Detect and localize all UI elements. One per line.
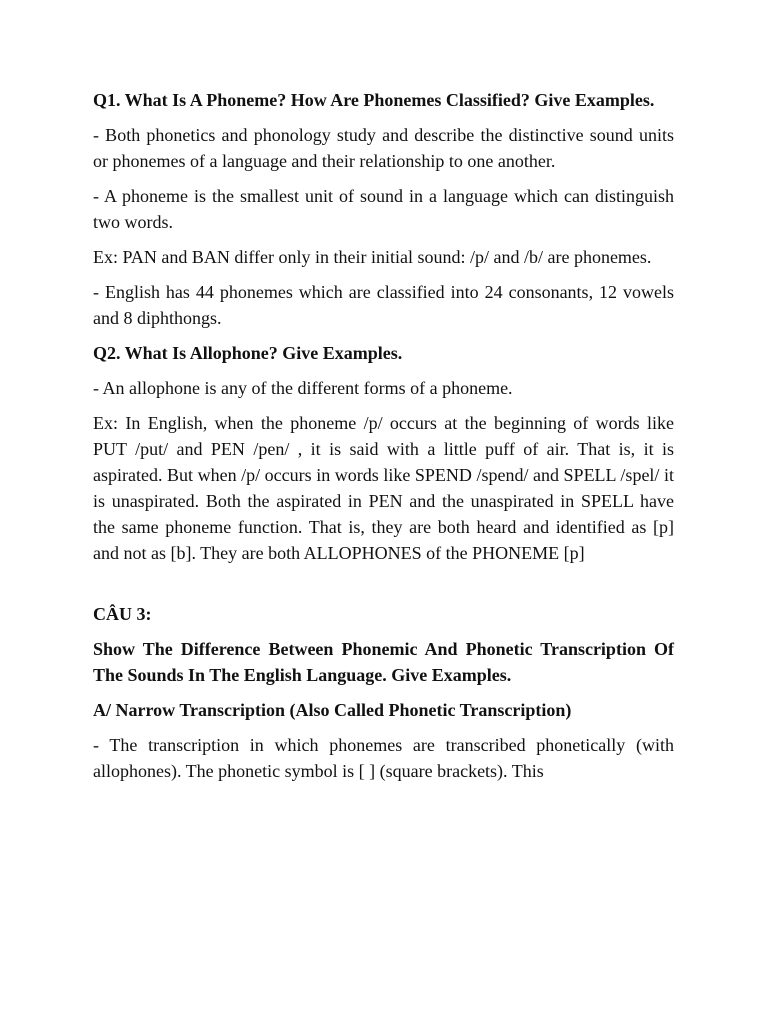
q1-example: Ex: PAN and BAN differ only in their initial sound: /p/ and /b/ are phonemes. — [93, 247, 652, 267]
q3-heading: Show The Difference Between Phonemic And Phonetic Transcription Of The Sounds In The English Language. Give Examples. — [93, 639, 674, 685]
q1-heading: Q1. What Is A Phoneme? How Are Phonemes Classified? Give Examples. — [93, 90, 655, 110]
q1-paragraph: - English has 44 phonemes which are classified into 24 consonants, 12 vowels and 8 diphthongs. — [93, 282, 674, 328]
section-spacer — [93, 575, 674, 601]
q3-label: CÂU 3: — [93, 604, 152, 624]
q1-paragraph: - A phoneme is the smallest unit of sound in a language which can distinguish two words. — [93, 186, 674, 232]
document-page — [93, 87, 674, 793]
q2-heading: Q2. What Is Allophone? Give Examples. — [93, 343, 403, 363]
q2-example: Ex: In English, when the phoneme /p/ occurs at the beginning of words like PUT /put/ and PEN /pen/ , it is said with a little puff of air. That is, it is aspirated. But when /p/ occurs in words like SPEND /spend/ and SPELL /spel/ it is unaspirated. Both the aspirated in PEN and the unaspirated in SPELL have the same phoneme function. That is, they are both heard and identified as [p] and not as [b]. They are both ALLOPHONES of the PHONEME [p] — [93, 413, 674, 563]
q3-subheading: A/ Narrow Transcription (Also Called Phonetic Transcription) — [93, 700, 572, 720]
q3-paragraph: - The transcription in which phonemes are transcribed phonetically (with allophones). The phonetic symbol is [ ] (square brackets). This — [93, 735, 674, 781]
q1-paragraph: - Both phonetics and phonology study and describe the distinctive sound units or phonemes of a language and their relationship to one another. — [93, 125, 674, 171]
q2-paragraph: - An allophone is any of the different forms of a phoneme. — [93, 378, 513, 398]
